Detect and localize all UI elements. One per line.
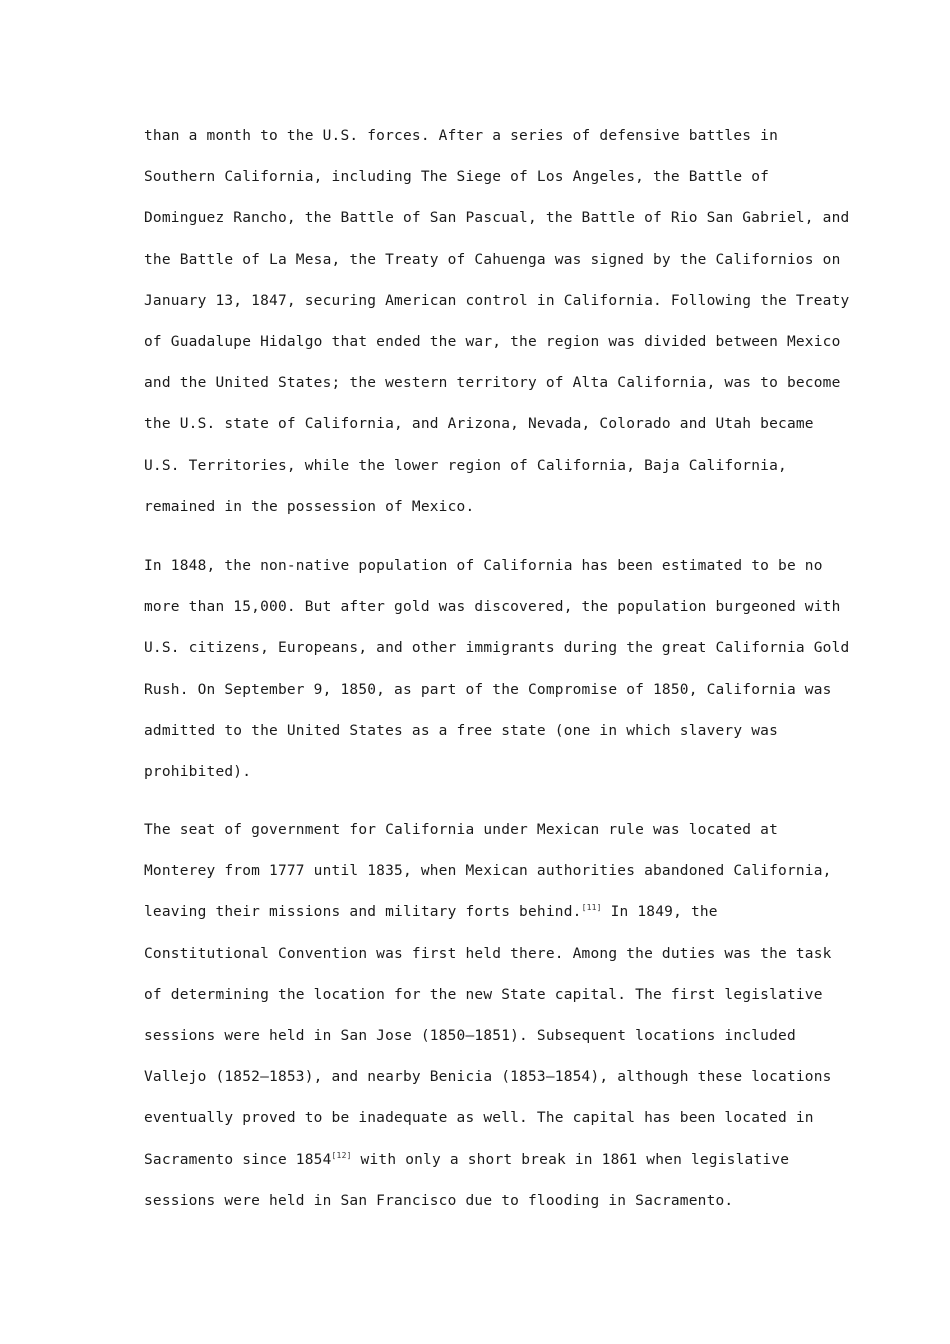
text-line [144, 240, 841, 281]
text-line [144, 404, 824, 445]
text-line [144, 1016, 824, 1057]
line-text: the U.S. state of California, and Arizona, Nevada, Colorado and Utah became [144, 416, 814, 433]
line-text: Constitutional Convention was first held there. Among the duties was the task [144, 945, 832, 962]
line-text: Southern California, including The Siege of Los Angeles, the Battle of [144, 169, 770, 186]
text-line [144, 892, 824, 933]
line-text: with only a short break in 1861 when legislative [351, 1151, 790, 1168]
line-text: U.S. Territories, while the lower region of California, Baja California, [144, 457, 787, 474]
text-line [144, 322, 841, 363]
text-line [144, 363, 841, 404]
text-line [144, 587, 841, 628]
line-text: the Battle of La Mesa, the Treaty of Cahuenga was signed by the Californios on [144, 251, 841, 268]
line-text: The seat of government for California under Mexican rule was located at [144, 822, 779, 838]
paragraph-2 [144, 546, 850, 793]
text-line [144, 975, 824, 1016]
line-text: than a month to the U.S. forces. After a series of defensive battles in [144, 128, 779, 144]
line-text: and the United States; the western territory of Alta California, was to become [144, 375, 841, 392]
line-text: Rush. On September 9, 1850, as part of the Compromise of 1850, California was [144, 681, 832, 698]
line-text: admitted to the United States as a free state (one in which slavery was [144, 722, 779, 739]
line-text: of Guadalupe Hidalgo that ended the war, the region was divided between Mexico [144, 333, 841, 350]
line-text: In 1849, the [601, 904, 718, 921]
line-text: of determining the location for the new State capital. The first legislative [144, 986, 823, 1003]
text-line [144, 546, 824, 587]
text-line [144, 628, 850, 669]
text-line [144, 1057, 832, 1098]
text-line [144, 934, 832, 975]
paragraph-1 [144, 116, 850, 528]
text-line [144, 198, 850, 239]
text-line [144, 157, 824, 198]
line-text: Monterey from 1777 until 1835, when Mexican authorities abandoned California, [144, 863, 832, 880]
text-line [144, 1140, 824, 1181]
text-line [144, 711, 824, 752]
line-text: eventually proved to be inadequate as well. The capital has been located in [144, 1110, 814, 1127]
footnote-reference[interactable]: [12] [331, 1150, 352, 1160]
text-line [144, 487, 824, 528]
line-text: January 13, 1847, securing American control in California. Following the Treaty [144, 292, 850, 309]
paragraph-3 [144, 810, 832, 1222]
text-line [144, 116, 824, 157]
line-text: remained in the possession of Mexico. [144, 498, 475, 515]
text-line [144, 851, 832, 892]
text-line [144, 281, 850, 322]
line-text: Sacramento since 1854 [144, 1151, 332, 1168]
text-line [144, 810, 824, 851]
text-line [144, 1181, 824, 1222]
text-line [144, 446, 824, 487]
text-line [144, 752, 824, 793]
text-line [144, 1098, 824, 1139]
line-text: more than 15,000. But after gold was discovered, the population burgeoned with [144, 599, 841, 616]
line-text: leaving their missions and military forts behind. [144, 904, 582, 921]
line-text: Dominguez Rancho, the Battle of San Pascual, the Battle of Rio San Gabriel, and [144, 210, 850, 227]
line-text: In 1848, the non-native population of California has been estimated to be no [144, 558, 823, 574]
line-text: sessions were held in San Jose (1850–1851). Subsequent locations included [144, 1027, 796, 1044]
text-line [144, 670, 832, 711]
line-text: U.S. citizens, Europeans, and other immigrants during the great California Gold [144, 640, 850, 657]
line-text: prohibited). [144, 763, 252, 780]
footnote-reference[interactable]: [11] [581, 903, 602, 913]
line-text: Vallejo (1852–1853), and nearby Benicia (1853–1854), although these locations [144, 1069, 832, 1086]
line-text: sessions were held in San Francisco due to flooding in Sacramento. [144, 1192, 734, 1209]
